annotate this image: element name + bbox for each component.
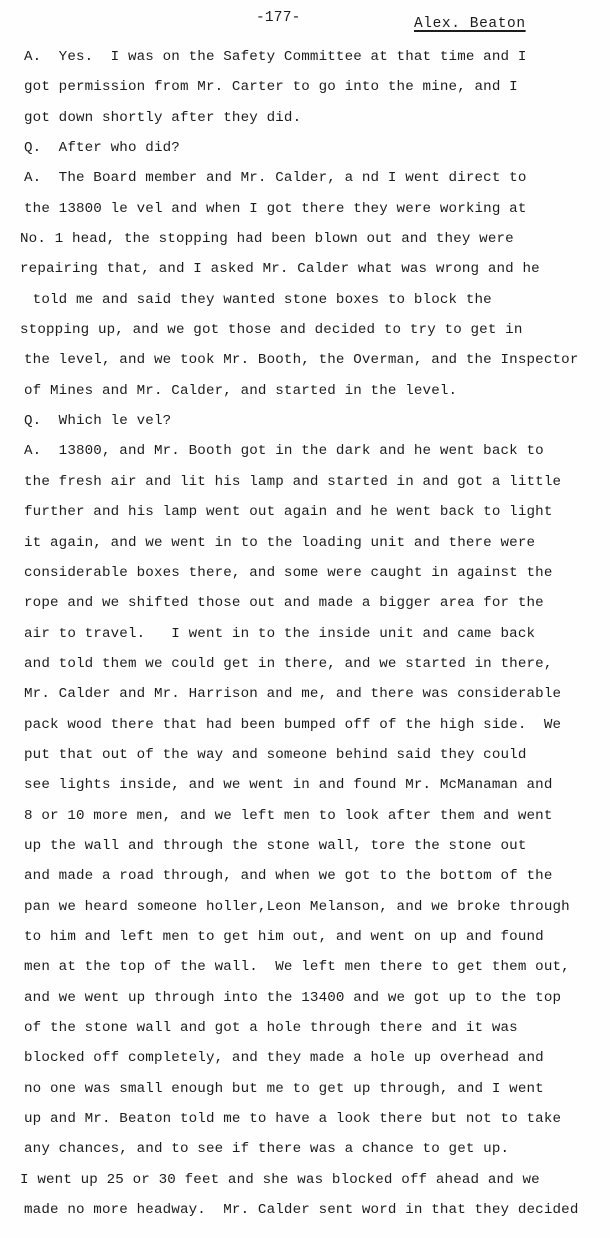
transcript-line: up and Mr. Beaton told me to have a look there but not to take <box>24 1111 562 1128</box>
transcript-line: further and his lamp went out again and he went back to light <box>24 504 553 521</box>
transcript-body <box>20 42 610 1225</box>
transcript-line: pan we heard someone holler,Leon Melanson, and we broke through <box>24 898 570 915</box>
transcript-line: A. Yes. I was on the Safety Committee at that time and I <box>24 49 527 65</box>
transcript-line: I went up 25 or 30 feet and she was blocked off ahead and we <box>20 1171 540 1188</box>
page-number: -177- <box>256 10 301 26</box>
transcript-line: see lights inside, and we went in and found Mr. McManaman and <box>24 777 553 794</box>
transcript-line: put that out of the way and someone behind said they could <box>24 746 527 763</box>
witness-name: Alex. Beaton <box>414 16 526 32</box>
transcript-line: got permission from Mr. Carter to go into the mine, and I <box>24 79 518 96</box>
transcript-line: the 13800 le vel and when I got there they were working at <box>24 200 527 217</box>
transcript-line: men at the top of the wall. We left men there to get them out, <box>24 959 570 976</box>
transcript-line: air to travel. I went in to the inside unit and came back <box>24 625 536 642</box>
transcript-line: to him and left men to get him out, and went on up and found <box>24 928 544 945</box>
transcript-line: no one was small enough but me to get up through, and I went <box>24 1080 544 1097</box>
transcript-line: 8 or 10 more men, and we left men to look after them and went <box>24 807 553 824</box>
transcript-line: of the stone wall and got a hole through there and it was <box>24 1020 518 1036</box>
transcript-line: any chances, and to see if there was a chance to get up. <box>24 1141 510 1158</box>
transcript-line: rope and we shifted those out and made a bigger area for the <box>24 595 544 612</box>
transcript-line: considerable boxes there, and some were caught in against the <box>24 564 553 581</box>
page-header <box>0 8 610 36</box>
transcript-line: the level, and we took Mr. Booth, the Overman, and the Inspector <box>24 352 579 369</box>
transcript-line: A. 13800, and Mr. Booth got in the dark and he went back to <box>24 443 544 460</box>
transcript-line: and told them we could get in there, and we started in there, <box>24 655 553 672</box>
transcript-line: repairing that, and I asked Mr. Calder what was wrong and he <box>20 261 540 278</box>
transcript-line: Q. After who did? <box>24 140 180 157</box>
transcript-line: A. The Board member and Mr. Calder, a nd I went direct to <box>24 170 527 187</box>
transcript-line: it again, and we went in to the loading unit and there were <box>24 534 536 551</box>
transcript-line: blocked off completely, and they made a hole up overhead and <box>24 1050 544 1067</box>
transcript-line: told me and said they wanted stone boxes to block the <box>24 291 492 308</box>
transcript-line: No. 1 head, the stopping had been blown out and they were <box>20 231 514 248</box>
transcript-line: Q. Which le vel? <box>24 413 172 430</box>
transcript-line: the fresh air and lit his lamp and started in and got a little <box>24 473 562 490</box>
transcript-line: pack wood there that had been bumped off of the high side. We <box>24 716 562 733</box>
transcript-line: got down shortly after they did. <box>24 109 302 126</box>
transcript-line: stopping up, and we got those and decided to try to get in <box>20 322 523 339</box>
transcript-line: up the wall and through the stone wall, tore the stone out <box>24 837 527 854</box>
transcript-line: made no more headway. Mr. Calder sent word in that they decided <box>24 1202 579 1219</box>
transcript-line: and made a road through, and when we got to the bottom of the <box>24 868 553 885</box>
transcript-line: Mr. Calder and Mr. Harrison and me, and there was considerable <box>24 686 562 703</box>
transcript-line: and we went up through into the 13400 and we got up to the top <box>24 989 562 1006</box>
transcript-line: of Mines and Mr. Calder, and started in the level. <box>24 382 458 399</box>
